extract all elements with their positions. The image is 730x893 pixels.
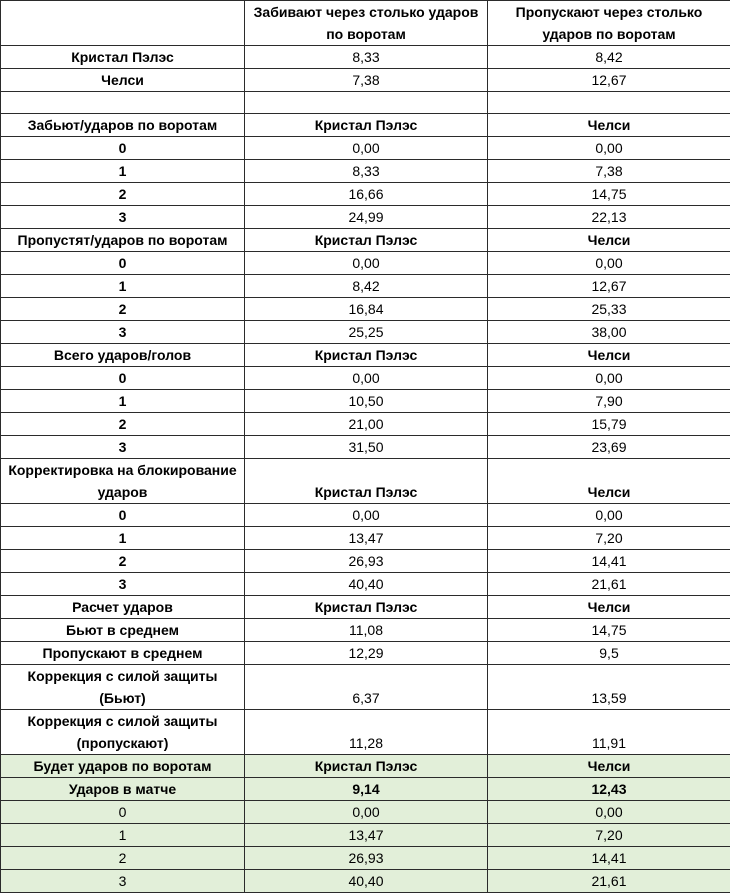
table-row	[1, 436, 730, 459]
crystal-palace-cell[interactable]: 31,50	[245, 436, 488, 459]
chelsea-cell[interactable]: Челси	[488, 114, 730, 137]
header-scored-per-shots[interactable]: Забивают через столько ударов по воротам	[245, 1, 488, 46]
table-row	[1, 206, 730, 229]
row-label-cell[interactable]: 3	[1, 436, 245, 459]
crystal-palace-cell[interactable]: 16,66	[245, 183, 488, 206]
table-row	[1, 137, 730, 160]
table-row	[1, 321, 730, 344]
crystal-palace-cell[interactable]: 16,84	[245, 298, 488, 321]
chelsea-cell[interactable]: 12,67	[488, 275, 730, 298]
chelsea-cell[interactable]: 0,00	[488, 367, 730, 390]
row-label-cell[interactable]: 2	[1, 550, 245, 573]
chelsea-cell[interactable]: Челси	[488, 344, 730, 367]
row-label-cell[interactable]: 2	[1, 183, 245, 206]
table-row	[1, 160, 730, 183]
crystal-palace-cell[interactable]: 11,08	[245, 619, 488, 642]
section-header-row	[1, 114, 730, 137]
row-label-cell[interactable]: Коррекция с силой защиты (пропускают)	[1, 710, 245, 755]
crystal-palace-cell[interactable]: 0,00	[245, 801, 488, 824]
table-row	[1, 870, 730, 893]
chelsea-cell[interactable]: Челси	[488, 596, 730, 619]
crystal-palace-cell[interactable]: Кристал Пэлэс	[245, 344, 488, 367]
table-row	[1, 573, 730, 596]
chelsea-cell[interactable]: 22,13	[488, 206, 730, 229]
table-row	[1, 69, 730, 92]
chelsea-cell[interactable]: 9,5	[488, 642, 730, 665]
row-label-cell[interactable]: 1	[1, 275, 245, 298]
row-label-cell[interactable]: 1	[1, 824, 245, 847]
chelsea-cell[interactable]: Челси	[488, 459, 730, 504]
table-row	[1, 275, 730, 298]
row-label-cell[interactable]	[1, 92, 245, 114]
crystal-palace-cell[interactable]: 25,25	[245, 321, 488, 344]
crystal-palace-cell[interactable]: 24,99	[245, 206, 488, 229]
chelsea-cell[interactable]: Челси	[488, 755, 730, 778]
row-label-cell[interactable]: 2	[1, 413, 245, 436]
crystal-palace-cell[interactable]: 0,00	[245, 137, 488, 160]
table-row	[1, 92, 730, 114]
chelsea-cell[interactable]: 15,79	[488, 413, 730, 436]
section-header-row	[1, 459, 730, 504]
chelsea-cell[interactable]: 7,20	[488, 527, 730, 550]
row-label-cell[interactable]: Будет ударов по воротам	[1, 755, 245, 778]
row-label-cell[interactable]: Кристал Пэлэс	[1, 46, 245, 69]
crystal-palace-cell[interactable]: 6,37	[245, 665, 488, 710]
table-row	[1, 504, 730, 527]
chelsea-cell[interactable]: 14,41	[488, 847, 730, 870]
row-label-cell[interactable]: 0	[1, 504, 245, 527]
section-header-row	[1, 596, 730, 619]
crystal-palace-cell[interactable]: Кристал Пэлэс	[245, 459, 488, 504]
table-row	[1, 298, 730, 321]
header-row	[1, 1, 730, 46]
row-label-cell[interactable]: 1	[1, 390, 245, 413]
crystal-palace-cell[interactable]: 13,47	[245, 527, 488, 550]
chelsea-cell[interactable]	[488, 92, 730, 114]
row-label-cell[interactable]: 1	[1, 527, 245, 550]
crystal-palace-cell[interactable]: Кристал Пэлэс	[245, 755, 488, 778]
crystal-palace-cell[interactable]	[245, 92, 488, 114]
chelsea-cell[interactable]: 7,20	[488, 824, 730, 847]
table-row	[1, 550, 730, 573]
row-label-cell[interactable]: Челси	[1, 69, 245, 92]
row-label-cell[interactable]: Забьют/ударов по воротам	[1, 114, 245, 137]
chelsea-cell[interactable]: 13,59	[488, 665, 730, 710]
chelsea-cell[interactable]: 14,75	[488, 619, 730, 642]
row-label-cell[interactable]: Корректировка на блокирование ударов	[1, 459, 245, 504]
crystal-palace-cell[interactable]: Кристал Пэлэс	[245, 114, 488, 137]
row-label-cell[interactable]: 3	[1, 206, 245, 229]
table-row	[1, 619, 730, 642]
table-row	[1, 252, 730, 275]
table-row	[1, 778, 730, 801]
row-label-cell[interactable]: 3	[1, 573, 245, 596]
row-label-cell[interactable]: Расчет ударов	[1, 596, 245, 619]
row-label-cell[interactable]: 2	[1, 847, 245, 870]
crystal-palace-cell[interactable]: 0,00	[245, 367, 488, 390]
crystal-palace-cell[interactable]: 12,29	[245, 642, 488, 665]
section-header-row	[1, 229, 730, 252]
chelsea-cell[interactable]: 21,61	[488, 870, 730, 893]
chelsea-cell[interactable]: 25,33	[488, 298, 730, 321]
crystal-palace-cell[interactable]: 21,00	[245, 413, 488, 436]
chelsea-cell[interactable]: 12,43	[488, 778, 730, 801]
row-label-cell[interactable]: 0	[1, 801, 245, 824]
chelsea-cell[interactable]: 0,00	[488, 504, 730, 527]
row-label-cell[interactable]: 0	[1, 137, 245, 160]
crystal-palace-cell[interactable]: 8,33	[245, 160, 488, 183]
row-label-cell[interactable]: Пропускают в среднем	[1, 642, 245, 665]
crystal-palace-cell[interactable]: 8,42	[245, 275, 488, 298]
chelsea-cell[interactable]: 11,91	[488, 710, 730, 755]
crystal-palace-cell[interactable]: 8,33	[245, 46, 488, 69]
table-row	[1, 824, 730, 847]
row-label-cell[interactable]: 0	[1, 367, 245, 390]
table-row	[1, 46, 730, 69]
chelsea-cell[interactable]: 12,67	[488, 69, 730, 92]
row-label-cell[interactable]: 3	[1, 870, 245, 893]
chelsea-cell[interactable]: 7,38	[488, 160, 730, 183]
crystal-palace-cell[interactable]: 0,00	[245, 504, 488, 527]
chelsea-cell[interactable]: Челси	[488, 229, 730, 252]
row-label-cell[interactable]: Бьют в среднем	[1, 619, 245, 642]
table-row	[1, 847, 730, 870]
table-row	[1, 413, 730, 436]
crystal-palace-cell[interactable]: Кристал Пэлэс	[245, 596, 488, 619]
header-conceded-per-shots[interactable]: Пропускают через столько ударов по воротам	[488, 1, 730, 46]
chelsea-cell[interactable]: 0,00	[488, 801, 730, 824]
crystal-palace-cell[interactable]: 10,50	[245, 390, 488, 413]
section-header-row	[1, 344, 730, 367]
crystal-palace-cell[interactable]: 13,47	[245, 824, 488, 847]
table-row	[1, 183, 730, 206]
table-row	[1, 367, 730, 390]
chelsea-cell[interactable]: 14,41	[488, 550, 730, 573]
crystal-palace-cell[interactable]: 11,28	[245, 710, 488, 755]
chelsea-cell[interactable]: 0,00	[488, 137, 730, 160]
crystal-palace-cell[interactable]: 0,00	[245, 252, 488, 275]
row-label-cell[interactable]: Ударов в матче	[1, 778, 245, 801]
crystal-palace-cell[interactable]: 7,38	[245, 69, 488, 92]
chelsea-cell[interactable]: 21,61	[488, 573, 730, 596]
row-label-cell[interactable]: Коррекция с силой защиты (Бьют)	[1, 665, 245, 710]
chelsea-cell[interactable]: 23,69	[488, 436, 730, 459]
crystal-palace-cell[interactable]: 40,40	[245, 870, 488, 893]
row-label-cell[interactable]: Всего ударов/голов	[1, 344, 245, 367]
row-label-cell[interactable]: 3	[1, 321, 245, 344]
section-header-row	[1, 755, 730, 778]
crystal-palace-cell[interactable]: 26,93	[245, 550, 488, 573]
row-label-cell[interactable]: 2	[1, 298, 245, 321]
crystal-palace-cell[interactable]: 9,14	[245, 778, 488, 801]
table-row	[1, 390, 730, 413]
crystal-palace-cell[interactable]: Кристал Пэлэс	[245, 229, 488, 252]
crystal-palace-cell[interactable]: 26,93	[245, 847, 488, 870]
crystal-palace-cell[interactable]: 40,40	[245, 573, 488, 596]
chelsea-cell[interactable]: 8,42	[488, 46, 730, 69]
table-row	[1, 642, 730, 665]
chelsea-cell[interactable]: 14,75	[488, 183, 730, 206]
header-blank-cell[interactable]	[1, 1, 245, 46]
row-label-cell[interactable]: Пропустят/ударов по воротам	[1, 229, 245, 252]
chelsea-cell[interactable]: 38,00	[488, 321, 730, 344]
chelsea-cell[interactable]: 7,90	[488, 390, 730, 413]
row-label-cell[interactable]: 1	[1, 160, 245, 183]
table-row	[1, 665, 730, 710]
row-label-cell[interactable]: 0	[1, 252, 245, 275]
chelsea-cell[interactable]: 0,00	[488, 252, 730, 275]
table-row	[1, 710, 730, 755]
table-row	[1, 801, 730, 824]
table-row	[1, 527, 730, 550]
